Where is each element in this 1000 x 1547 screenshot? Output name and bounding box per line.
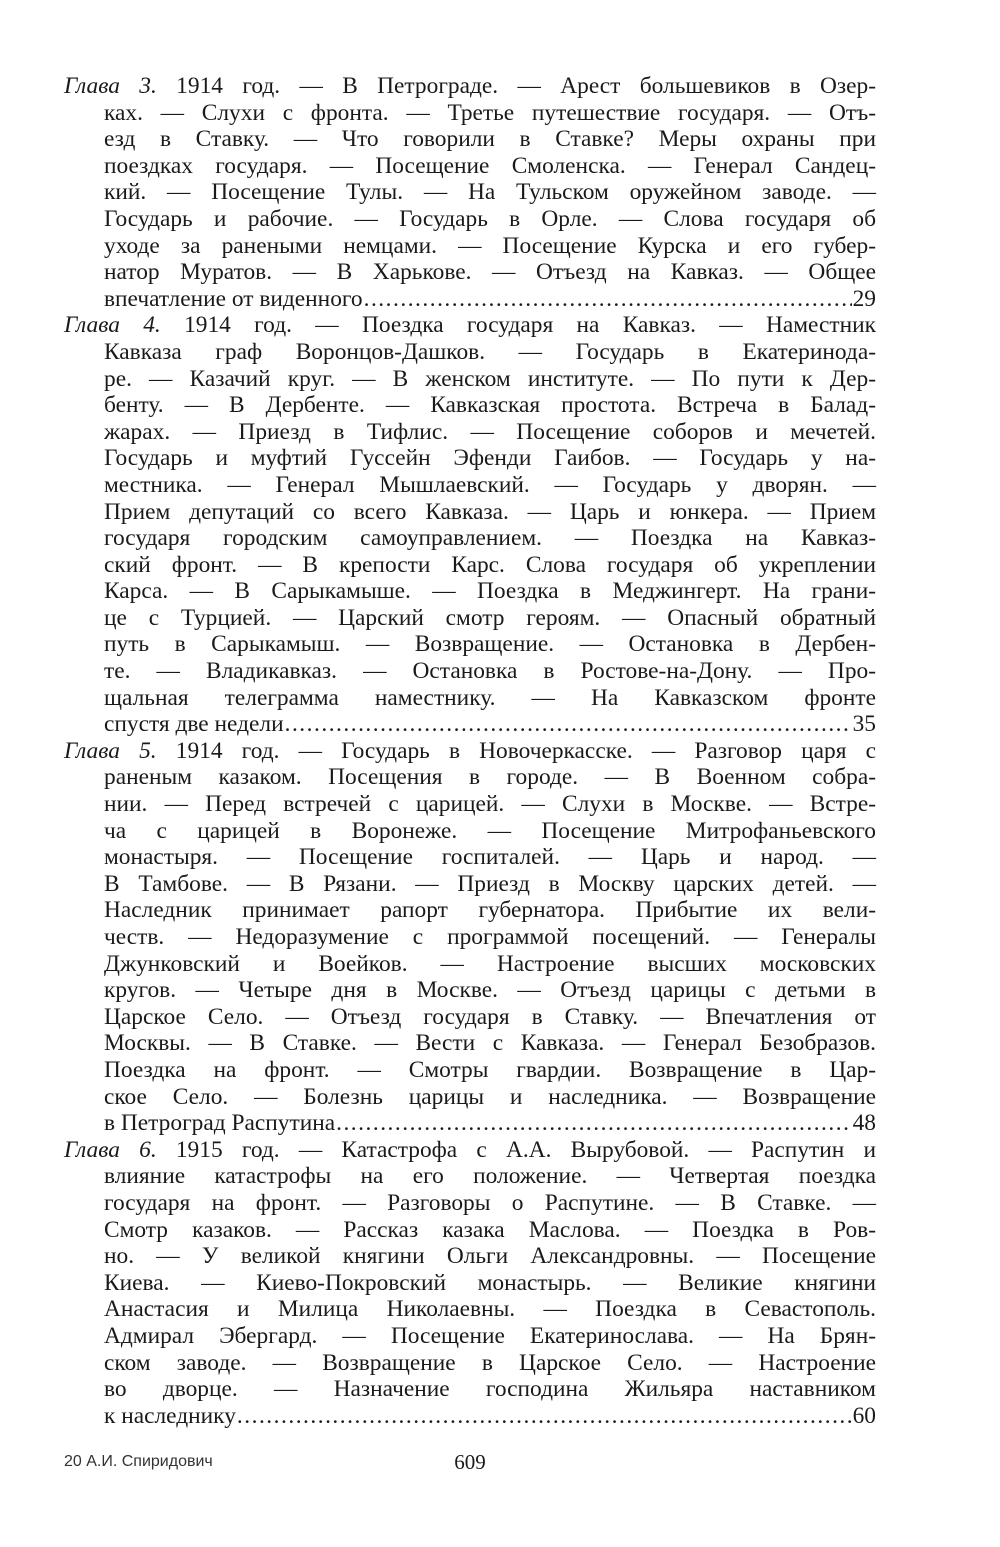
toc-entry xyxy=(64,73,876,312)
toc-entry-first-line xyxy=(64,1137,876,1164)
toc-entry-line: Адмирал Эбергард. — Посещение Екатеринослава. — На Брян- xyxy=(104,1322,876,1349)
toc-entry-line: спустя две недели xyxy=(104,711,284,738)
toc-entry-line: щальная телеграмма наместнику. — На Кавказском фронте xyxy=(104,684,876,711)
page-footer xyxy=(64,1450,876,1474)
toc-entry-line: уходе за ранеными немцами. — Посещение Курска и его губер- xyxy=(104,232,876,259)
toc-entry-line: бенту. — В Дербенте. — Кавказская простота. Встреча в Балад- xyxy=(104,392,876,419)
toc-entry-line: впечатление от виденного xyxy=(104,285,363,312)
toc-entry-line: Государь и муфтий Гуссейн Эфенди Гаибов. — Государь у на- xyxy=(104,445,876,472)
toc-entry-line: Киева. — Киево-Покровский монастырь. — Великие княгини xyxy=(104,1269,876,1296)
toc-entry-line: Кавказа граф Воронцов-Дашков. — Государь в Екатеринода- xyxy=(104,338,876,365)
toc-entry-line: местника. — Генерал Мышлаевский. — Государь у дворян. — xyxy=(104,471,876,498)
table-of-contents xyxy=(64,73,876,1429)
toc-entry-line: кий. — Посещение Тулы. — На Тульском оружейном заводе. — xyxy=(104,179,876,206)
toc-entry-line: Наследник принимает рапорт губернатора. Прибытие их вели- xyxy=(104,897,876,924)
toc-entry-line: В Тамбове. — В Рязани. — Приезд в Москву царских детей. — xyxy=(104,870,876,897)
toc-entry-line: Джунковский и Воейков. — Настроение высших московских xyxy=(104,950,876,977)
leader-dots xyxy=(285,711,852,738)
toc-entry-line: к наследнику xyxy=(104,1402,236,1429)
toc-entry-line: Царское Село. — Отъезд государя в Ставку. — Впечатления от xyxy=(104,1003,876,1030)
toc-entry-last-line xyxy=(64,1403,876,1430)
toc-entry-line: жарах. — Приезд в Тифлис. — Посещение соборов и мечетей. xyxy=(104,418,876,445)
toc-page-number: 35 xyxy=(852,711,876,738)
toc-entry-line: Анастасия и Милица Николаевны. — Поездка в Севастополь. xyxy=(104,1296,876,1323)
toc-entry-first-line xyxy=(64,738,876,765)
toc-entry-text: 1914 год. — Поездка государя на Кавказ. — Наместник xyxy=(160,312,876,339)
toc-entry xyxy=(64,738,876,1137)
toc-entry-line: нии. — Перед встречей с царицей. — Слухи в Москве. — Встре- xyxy=(104,791,876,818)
toc-page-number: 60 xyxy=(852,1402,876,1429)
toc-entry-last-line xyxy=(64,1110,876,1137)
toc-entry-line: путь в Сарыкамыш. — Возвращение. — Остановка в Дербен- xyxy=(104,631,876,658)
toc-entry-line: ре. — Казачий круг. — В женском институте. — По пути к Дер- xyxy=(104,365,876,392)
toc-entry-line: ский фронт. — В крепости Карс. Слова государя об укреплении xyxy=(104,551,876,578)
toc-entry-line: влияние катастрофы на его положение. — Четвертая поездка xyxy=(104,1163,876,1190)
toc-page-number: 48 xyxy=(852,1110,876,1137)
toc-entry-line: раненым казаком. Посещения в городе. — В Военном собра- xyxy=(104,764,876,791)
toc-entry-line: ское Село. — Болезнь царицы и наследника. — Возвращение xyxy=(104,1083,876,1110)
toc-entry-line: Поездка на фронт. — Смотры гвардии. Возвращение в Цар- xyxy=(104,1056,876,1083)
toc-entry-first-line xyxy=(64,73,876,100)
toc-entry-text: 1914 год. — Государь в Новочеркасске. — Разговор царя с xyxy=(156,737,877,764)
page-number: 609 xyxy=(454,1450,486,1474)
chapter-label: Глава 4. xyxy=(64,312,161,339)
toc-entry-line: честв. — Недоразумение с программой посещений. — Генералы xyxy=(104,924,876,950)
toc-entry-last-line xyxy=(64,711,876,738)
chapter-label: Глава 3. xyxy=(64,73,157,99)
toc-entry-line: те. — Владикавказ. — Остановка в Ростове-на-Дону. — Про- xyxy=(104,658,876,685)
toc-entry xyxy=(64,312,876,738)
toc-entry-line: государя городским самоуправлением. — Поездка на Кавказ- xyxy=(104,525,876,552)
toc-entry-line: Карса. — В Сарыкамыше. — Поездка в Меджингерт. На грани- xyxy=(104,578,876,605)
toc-entry-line: государя на фронт. — Разговоры о Распутине. — В Ставке. — xyxy=(104,1189,876,1216)
toc-entry-last-line xyxy=(64,286,876,313)
leader-dots xyxy=(237,1403,852,1430)
toc-entry-line: Государь и рабочие. — Государь в Орле. — Слова государя об xyxy=(104,205,876,232)
toc-entry-first-line xyxy=(64,312,876,339)
leader-dots xyxy=(336,1110,852,1137)
toc-entry-line: езд в Ставку. — Что говорили в Ставке? Меры охраны при xyxy=(104,126,876,153)
toc-entry-line: но. — У великой княгини Ольги Александровны. — Посещение xyxy=(104,1243,876,1270)
toc-entry-line: поездках государя. — Посещение Смоленска. — Генерал Сандец- xyxy=(104,152,876,179)
toc-entry xyxy=(64,1137,876,1430)
toc-page-number: 29 xyxy=(852,285,876,312)
toc-entry-text: 1914 год. — В Петрограде. — Арест большевиков в Озер- xyxy=(156,73,876,99)
chapter-label: Глава 6. xyxy=(64,1136,157,1163)
toc-entry-line: в Петроград Распутина xyxy=(104,1110,336,1137)
leader-dots xyxy=(364,286,852,313)
toc-entry-line: ках. — Слухи с фронта. — Третье путешествие государя. — Отъ- xyxy=(104,99,876,126)
chapter-label: Глава 5. xyxy=(64,737,157,764)
toc-entry-line: Прием депутаций со всего Кавказа. — Царь и юнкера. — Прием xyxy=(104,498,876,525)
toc-entry-line: во дворце. — Назначение господина Жильяра наставником xyxy=(104,1376,876,1403)
toc-entry-line: Москвы. — В Ставке. — Вести с Кавказа. — Генерал Безобразов. xyxy=(104,1030,876,1057)
toc-entry-line: ском заводе. — Возвращение в Царское Село. — Настроение xyxy=(104,1349,876,1376)
toc-entry-line: натор Муратов. — В Харькове. — Отъезд на Кавказ. — Общее xyxy=(104,259,876,286)
signature-mark: 20 А.И. Спиридович xyxy=(64,1453,213,1470)
toc-entry-line: Смотр казаков. — Рассказ казака Маслова. — Поездка в Ров- xyxy=(104,1216,876,1243)
toc-entry-line: кругов. — Четыре дня в Москве. — Отъезд царицы с детьми в xyxy=(104,977,876,1004)
toc-entry-line: монастыря. — Посещение госпиталей. — Царь и народ. — xyxy=(104,844,876,871)
toc-entry-text: 1915 год. — Катастрофа с А.А. Вырубовой. — Распутин и xyxy=(156,1136,876,1163)
toc-entry-line: це с Турцией. — Царский смотр героям. — Опасный обратный xyxy=(104,604,876,631)
toc-entry-line: ча с царицей в Воронеже. — Посещение Митрофаньевского xyxy=(104,817,876,844)
